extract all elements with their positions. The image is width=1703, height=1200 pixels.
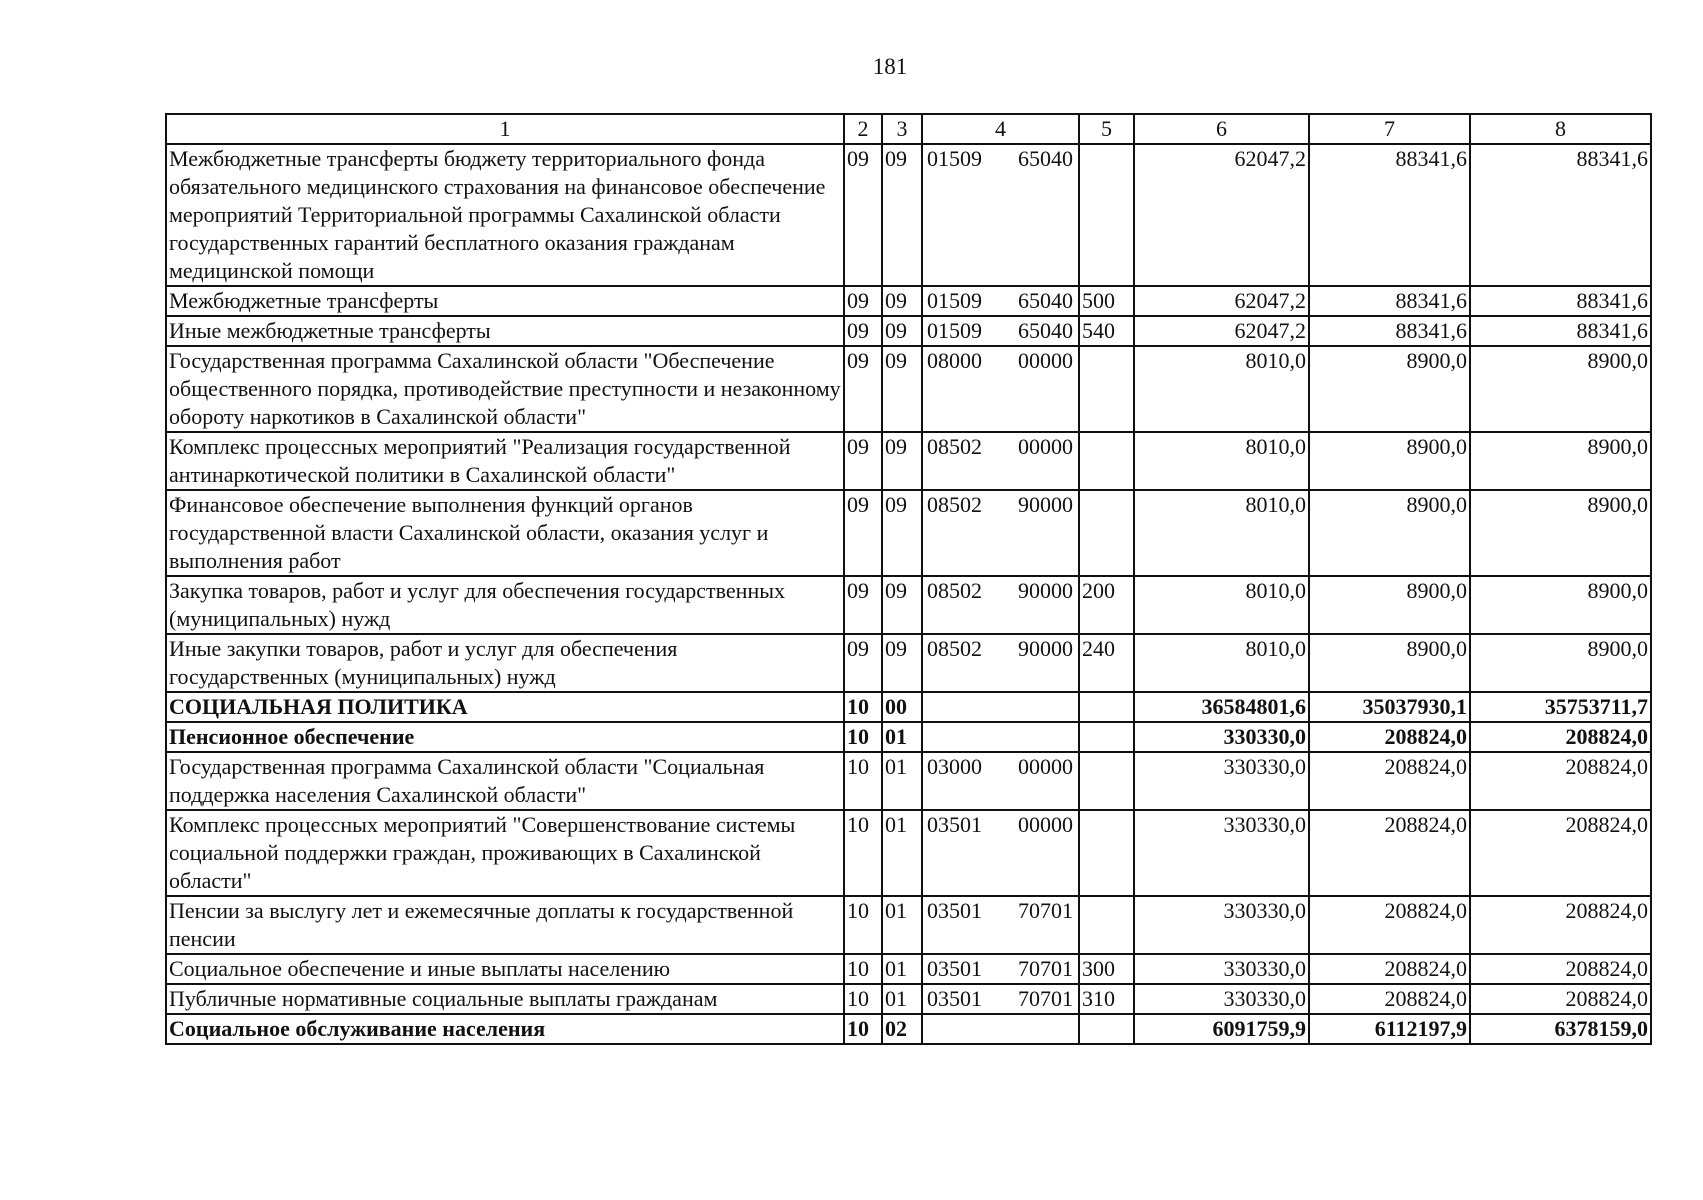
target-article-code xyxy=(922,752,1079,810)
amount-col-6: 8010,0 xyxy=(1134,576,1309,634)
expense-type-code xyxy=(1079,810,1134,896)
target-article-code xyxy=(922,316,1079,346)
subsection-code: 09 xyxy=(882,576,922,634)
table-row xyxy=(166,954,1651,984)
subsection-code: 01 xyxy=(882,722,922,752)
row-name: Межбюджетные трансферты xyxy=(166,286,844,316)
amount-col-7: 208824,0 xyxy=(1309,896,1470,954)
row-name: Государственная программа Сахалинской области "Обеспечение общественного порядка, противодействие преступности и незаконному обороту наркотиков в Сахалинской области" xyxy=(166,346,844,432)
target-article-code xyxy=(922,286,1079,316)
table-row xyxy=(166,490,1651,576)
target-article-direction: 65040 xyxy=(1018,146,1073,171)
target-article-direction: 65040 xyxy=(1018,288,1073,313)
target-article-code-parts xyxy=(925,347,1076,375)
amount-col-7: 208824,0 xyxy=(1309,954,1470,984)
row-name: Закупка товаров, работ и услуг для обеспечения государственных (муниципальных) нужд xyxy=(166,576,844,634)
amount-col-8: 8900,0 xyxy=(1470,346,1651,432)
target-article-program: 08502 xyxy=(927,492,982,517)
expense-type-code xyxy=(1079,490,1134,576)
target-article-code xyxy=(922,576,1079,634)
target-article-code-parts xyxy=(925,985,1076,1013)
amount-col-7: 6112197,9 xyxy=(1309,1014,1470,1044)
column-header: 6 xyxy=(1134,114,1309,144)
row-name: Публичные нормативные социальные выплаты гражданам xyxy=(166,984,844,1014)
target-article-program: 08502 xyxy=(927,636,982,661)
amount-col-7: 208824,0 xyxy=(1309,984,1470,1014)
amount-col-7: 8900,0 xyxy=(1309,346,1470,432)
expense-type-code: 240 xyxy=(1079,634,1134,692)
column-header: 4 xyxy=(922,114,1079,144)
amount-col-7: 88341,6 xyxy=(1309,144,1470,286)
row-name: Государственная программа Сахалинской области "Социальная поддержка населения Сахалинской области" xyxy=(166,752,844,810)
row-name: Комплекс процессных мероприятий "Реализация государственной антинаркотической политики в Сахалинской области" xyxy=(166,432,844,490)
expense-type-code xyxy=(1079,896,1134,954)
amount-col-6: 8010,0 xyxy=(1134,432,1309,490)
target-article-program: 03000 xyxy=(927,754,982,779)
expense-type-code: 540 xyxy=(1079,316,1134,346)
amount-col-7: 8900,0 xyxy=(1309,576,1470,634)
amount-col-8: 88341,6 xyxy=(1470,144,1651,286)
target-article-code xyxy=(922,984,1079,1014)
expense-type-code xyxy=(1079,722,1134,752)
section-code: 10 xyxy=(844,954,882,984)
subsection-code: 09 xyxy=(882,490,922,576)
table-row xyxy=(166,896,1651,954)
amount-col-8: 35753711,7 xyxy=(1470,692,1651,722)
row-name: Межбюджетные трансферты бюджету территориального фонда обязательного медицинского страхования на финансовое обеспечение мероприятий Территориальной программы Сахалинской области государственных гарантий бесплатного оказания гражданам медицинской помощи xyxy=(166,144,844,286)
table-row xyxy=(166,316,1651,346)
amount-col-6: 330330,0 xyxy=(1134,896,1309,954)
amount-col-8: 88341,6 xyxy=(1470,316,1651,346)
amount-col-8: 88341,6 xyxy=(1470,286,1651,316)
target-article-code-parts xyxy=(925,955,1076,983)
target-article-direction: 00000 xyxy=(1018,348,1073,373)
target-article-code-parts xyxy=(925,635,1076,663)
target-article-direction: 90000 xyxy=(1018,636,1073,661)
target-article-code xyxy=(922,692,1079,722)
target-article-direction: 00000 xyxy=(1018,754,1073,779)
target-article-program: 03501 xyxy=(927,986,982,1011)
table-body xyxy=(166,144,1651,1044)
row-name: Социальное обеспечение и иные выплаты населению xyxy=(166,954,844,984)
target-article-program: 08000 xyxy=(927,348,982,373)
target-article-direction: 70701 xyxy=(1018,898,1073,923)
table-row xyxy=(166,634,1651,692)
amount-col-7: 208824,0 xyxy=(1309,722,1470,752)
target-article-code xyxy=(922,634,1079,692)
target-article-program: 03501 xyxy=(927,898,982,923)
amount-col-8: 6378159,0 xyxy=(1470,1014,1651,1044)
row-name: Комплекс процессных мероприятий "Совершенствование системы социальной поддержки граждан, проживающих в Сахалинской области" xyxy=(166,810,844,896)
section-code: 09 xyxy=(844,432,882,490)
section-code: 09 xyxy=(844,634,882,692)
table-row xyxy=(166,432,1651,490)
amount-col-8: 8900,0 xyxy=(1470,634,1651,692)
amount-col-6: 62047,2 xyxy=(1134,316,1309,346)
target-article-program: 01509 xyxy=(927,288,982,313)
target-article-code xyxy=(922,1014,1079,1044)
table-row xyxy=(166,286,1651,316)
target-article-program: 08502 xyxy=(927,434,982,459)
section-code: 10 xyxy=(844,984,882,1014)
subsection-code: 01 xyxy=(882,896,922,954)
target-article-program: 03501 xyxy=(927,956,982,981)
section-code: 09 xyxy=(844,346,882,432)
table-row xyxy=(166,692,1651,722)
section-code: 10 xyxy=(844,722,882,752)
amount-col-6: 62047,2 xyxy=(1134,286,1309,316)
row-name: Иные межбюджетные трансферты xyxy=(166,316,844,346)
target-article-direction: 65040 xyxy=(1018,318,1073,343)
target-article-code xyxy=(922,810,1079,896)
target-article-code xyxy=(922,144,1079,286)
amount-col-8: 208824,0 xyxy=(1470,984,1651,1014)
target-article-code-parts xyxy=(925,287,1076,315)
section-code: 09 xyxy=(844,576,882,634)
table-row xyxy=(166,346,1651,432)
amount-col-8: 8900,0 xyxy=(1470,490,1651,576)
amount-col-7: 88341,6 xyxy=(1309,316,1470,346)
amount-col-8: 208824,0 xyxy=(1470,752,1651,810)
subsection-code: 00 xyxy=(882,692,922,722)
row-name: СОЦИАЛЬНАЯ ПОЛИТИКА xyxy=(166,692,844,722)
table-row xyxy=(166,576,1651,634)
column-header: 5 xyxy=(1079,114,1134,144)
target-article-code-parts xyxy=(925,317,1076,345)
amount-col-6: 330330,0 xyxy=(1134,752,1309,810)
amount-col-8: 8900,0 xyxy=(1470,432,1651,490)
table-row xyxy=(166,752,1651,810)
target-article-program: 01509 xyxy=(927,318,982,343)
target-article-code xyxy=(922,896,1079,954)
subsection-code: 09 xyxy=(882,346,922,432)
amount-col-8: 208824,0 xyxy=(1470,896,1651,954)
amount-col-6: 36584801,6 xyxy=(1134,692,1309,722)
amount-col-7: 8900,0 xyxy=(1309,634,1470,692)
amount-col-8: 8900,0 xyxy=(1470,576,1651,634)
target-article-direction: 00000 xyxy=(1018,812,1073,837)
target-article-program: 03501 xyxy=(927,812,982,837)
expense-type-code xyxy=(1079,346,1134,432)
amount-col-6: 330330,0 xyxy=(1134,984,1309,1014)
target-article-direction: 90000 xyxy=(1018,578,1073,603)
target-article-direction: 70701 xyxy=(1018,956,1073,981)
section-code: 10 xyxy=(844,896,882,954)
expense-type-code: 310 xyxy=(1079,984,1134,1014)
amount-col-6: 8010,0 xyxy=(1134,346,1309,432)
expense-type-code xyxy=(1079,1014,1134,1044)
section-code: 10 xyxy=(844,810,882,896)
table-row xyxy=(166,984,1651,1014)
target-article-code-parts xyxy=(925,577,1076,605)
amount-col-6: 6091759,9 xyxy=(1134,1014,1309,1044)
section-code: 09 xyxy=(844,316,882,346)
subsection-code: 09 xyxy=(882,316,922,346)
subsection-code: 01 xyxy=(882,954,922,984)
amount-col-6: 330330,0 xyxy=(1134,810,1309,896)
row-name: Финансовое обеспечение выполнения функций органов государственной власти Сахалинской области, оказания услуг и выполнения работ xyxy=(166,490,844,576)
amount-col-6: 8010,0 xyxy=(1134,634,1309,692)
amount-col-7: 208824,0 xyxy=(1309,810,1470,896)
amount-col-6: 8010,0 xyxy=(1134,490,1309,576)
target-article-code xyxy=(922,432,1079,490)
subsection-code: 01 xyxy=(882,984,922,1014)
target-article-code xyxy=(922,490,1079,576)
target-article-direction: 00000 xyxy=(1018,434,1073,459)
amount-col-6: 330330,0 xyxy=(1134,954,1309,984)
amount-col-7: 35037930,1 xyxy=(1309,692,1470,722)
target-article-code-parts xyxy=(925,753,1076,781)
amount-col-7: 8900,0 xyxy=(1309,432,1470,490)
amount-col-8: 208824,0 xyxy=(1470,722,1651,752)
target-article-direction: 70701 xyxy=(1018,986,1073,1011)
row-name: Пенсии за выслугу лет и ежемесячные доплаты к государственной пенсии xyxy=(166,896,844,954)
table-row xyxy=(166,1014,1651,1044)
target-article-direction: 90000 xyxy=(1018,492,1073,517)
expense-type-code xyxy=(1079,144,1134,286)
column-header: 7 xyxy=(1309,114,1470,144)
target-article-code-parts xyxy=(925,145,1076,173)
target-article-code-parts xyxy=(925,491,1076,519)
column-number-row xyxy=(166,114,1651,144)
target-article-program: 01509 xyxy=(927,146,982,171)
expense-type-code xyxy=(1079,432,1134,490)
subsection-code: 09 xyxy=(882,634,922,692)
expense-type-code: 200 xyxy=(1079,576,1134,634)
section-code: 10 xyxy=(844,692,882,722)
section-code: 09 xyxy=(844,144,882,286)
budget-table xyxy=(165,113,1652,1045)
target-article-code xyxy=(922,954,1079,984)
amount-col-7: 208824,0 xyxy=(1309,752,1470,810)
column-header: 1 xyxy=(166,114,844,144)
column-header: 3 xyxy=(882,114,922,144)
table-row xyxy=(166,722,1651,752)
subsection-code: 02 xyxy=(882,1014,922,1044)
row-name: Социальное обслуживание населения xyxy=(166,1014,844,1044)
target-article-code-parts xyxy=(925,433,1076,461)
target-article-program: 08502 xyxy=(927,578,982,603)
subsection-code: 01 xyxy=(882,752,922,810)
subsection-code: 09 xyxy=(882,144,922,286)
table-row xyxy=(166,144,1651,286)
section-code: 10 xyxy=(844,752,882,810)
subsection-code: 09 xyxy=(882,432,922,490)
subsection-code: 01 xyxy=(882,810,922,896)
amount-col-8: 208824,0 xyxy=(1470,954,1651,984)
amount-col-7: 8900,0 xyxy=(1309,490,1470,576)
amount-col-7: 88341,6 xyxy=(1309,286,1470,316)
row-name: Иные закупки товаров, работ и услуг для обеспечения государственных (муниципальных) нужд xyxy=(166,634,844,692)
subsection-code: 09 xyxy=(882,286,922,316)
column-header: 2 xyxy=(844,114,882,144)
expense-type-code: 500 xyxy=(1079,286,1134,316)
section-code: 09 xyxy=(844,286,882,316)
target-article-code-parts xyxy=(925,897,1076,925)
target-article-code xyxy=(922,722,1079,752)
amount-col-8: 208824,0 xyxy=(1470,810,1651,896)
page-number: 181 xyxy=(872,54,908,79)
column-header: 8 xyxy=(1470,114,1651,144)
amount-col-6: 330330,0 xyxy=(1134,722,1309,752)
target-article-code-parts xyxy=(925,811,1076,839)
expense-type-code: 300 xyxy=(1079,954,1134,984)
section-code: 09 xyxy=(844,490,882,576)
expense-type-code xyxy=(1079,752,1134,810)
row-name: Пенсионное обеспечение xyxy=(166,722,844,752)
expense-type-code xyxy=(1079,692,1134,722)
target-article-code xyxy=(922,346,1079,432)
table-row xyxy=(166,810,1651,896)
amount-col-6: 62047,2 xyxy=(1134,144,1309,286)
section-code: 10 xyxy=(844,1014,882,1044)
